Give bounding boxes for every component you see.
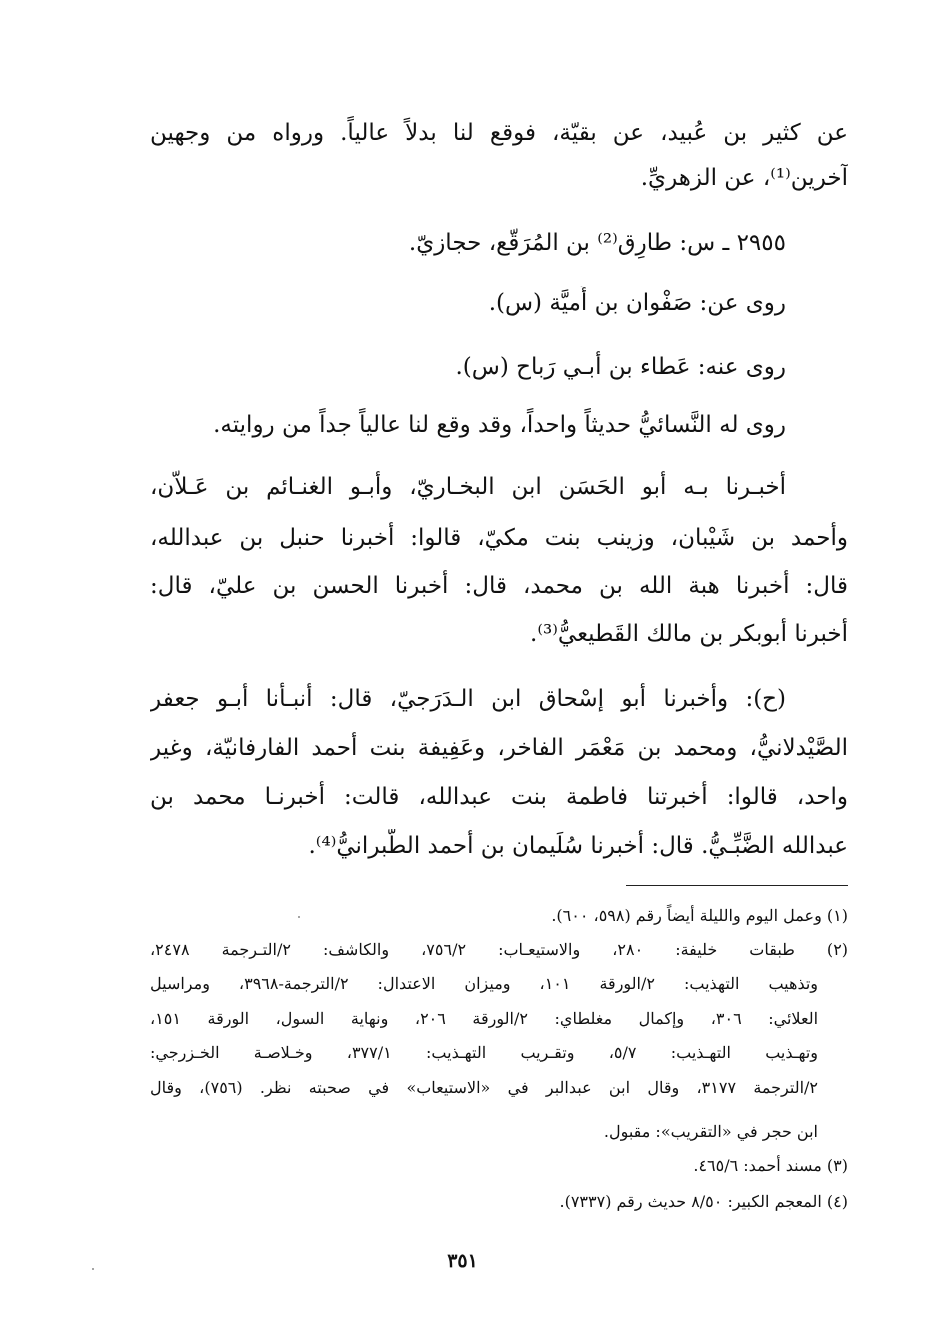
body-line-1: عن كثير بن عُبيد، عن بقيّة، فوقع لنا بدلاً عالياً. ورواه من وجهين: [150, 120, 848, 146]
chain2-line-3: واحد، قالوا: أخبرتنا فاطمة بنت عبدالله، قالت: أخبرنـا محمد بن: [150, 784, 848, 810]
narrated-by-line: روى عنه: عَطاء بن أبـي رَباح (س).: [455, 354, 786, 380]
hadith-count-line: روى له النَّسائيُّ حديثاً واحداً، وقد وقع لنا عالياً جداً من روايته.: [213, 412, 786, 438]
chain-line-3: قال: أخبرنا هبة الله بن محمد، قال: أخبرنا الحسن بن عليّ، قال:: [150, 573, 848, 599]
chain-line-1: أخبـرنا بـه أبو الحَسَن ابن البخـاريّ، وأبـو الغنـائم بن عَـلاّن،: [150, 474, 786, 500]
footnote-1: (١) وعمل اليوم والليلة أيضاً رقم (٥٩٨، ٦٠٠).: [551, 906, 848, 925]
footnote-4: (٤) المعجم الكبير: ٨/٥٠ حديث رقم (٧٣٣٧).: [559, 1192, 848, 1211]
footnote-2-line-2: وتذهيب التهذيب: ٢/الورقة ١٠١، وميزان الاعتدال: ٢/الترجمة-٣٩٦٨، ومراسيل: [150, 974, 819, 993]
page-number: ٣٥١: [447, 1250, 478, 1272]
scan-speck: [298, 916, 300, 918]
footnote-2-line-6: ابن حجر في «التقريب»: مقبول.: [603, 1122, 818, 1141]
footnote-separator: [626, 885, 848, 886]
footnote-2-line-3: العلائي: ٣٠٦، وإكمال مغلطاي: ٢/الورقة ٢٠٦، ونهاية السول، الورقة ١٥١،: [150, 1009, 819, 1028]
footnote-2-line-1: (٢) طبقات خليفة: ٢٨٠، والاستيعـاب: ٧٥٦/٢، والكاشف: ٢/التـرجمة ٢٤٧٨،: [150, 940, 848, 959]
chain2-line-4: عبدالله الضَّبِّـيُّ. قال: أخبرنا سُلَيمان بن أحمد الطَّبرانيُّ⁽⁴⁾.: [308, 833, 848, 859]
narrated-from-line: روى عن: صَفْوان بن أُميَّة (س).: [488, 290, 786, 316]
chain-line-4: أخبرنا أبوبكر بن مالك القَطيعيُّ⁽³⁾.: [530, 621, 848, 647]
footnote-3: (٣) مسند أحمد: ٤٦٥/٦.: [693, 1156, 848, 1175]
body-line-2: آخرين⁽¹⁾، عن الزهريِّ.: [640, 165, 848, 191]
scan-speck: [92, 1268, 94, 1270]
entry-heading: ٢٩٥٥ ـ س: طارِق⁽²⁾ بن المُرَقّع، حجازيّ.: [408, 230, 786, 256]
chain2-line-2: الصَّيْدلانيُّ، ومحمد بن مَعْمَر الفاخر، وعَفِيفة بنت أحمد الفارفانيّة، وغير: [150, 735, 848, 761]
footnote-2-line-4: وتهـذيب التهـذيب: ٥/٧، وتقـريب التهـذيب: ٣٧٧/١، وخـلاصـة الخـزرجي:: [150, 1043, 818, 1062]
footnote-2-line-5: ٢/الترجمة ٣١٧٧، وقال ابن عبدالبر في «الاستيعاب» في صحبته نظر. (٧٥٦)، وقال: [150, 1078, 819, 1097]
chain2-line-1: (ح): وأخبرنا أبو إسْحاق ابن الـدَرَجيّ، قال: أنبـأنا أبـو جعفر: [150, 686, 786, 712]
chain-line-2: وأحمد بن شَيْبان، وزينب بنت مكيّ، قالوا: أخبرنا حنبل بن عبدالله،: [150, 525, 848, 551]
